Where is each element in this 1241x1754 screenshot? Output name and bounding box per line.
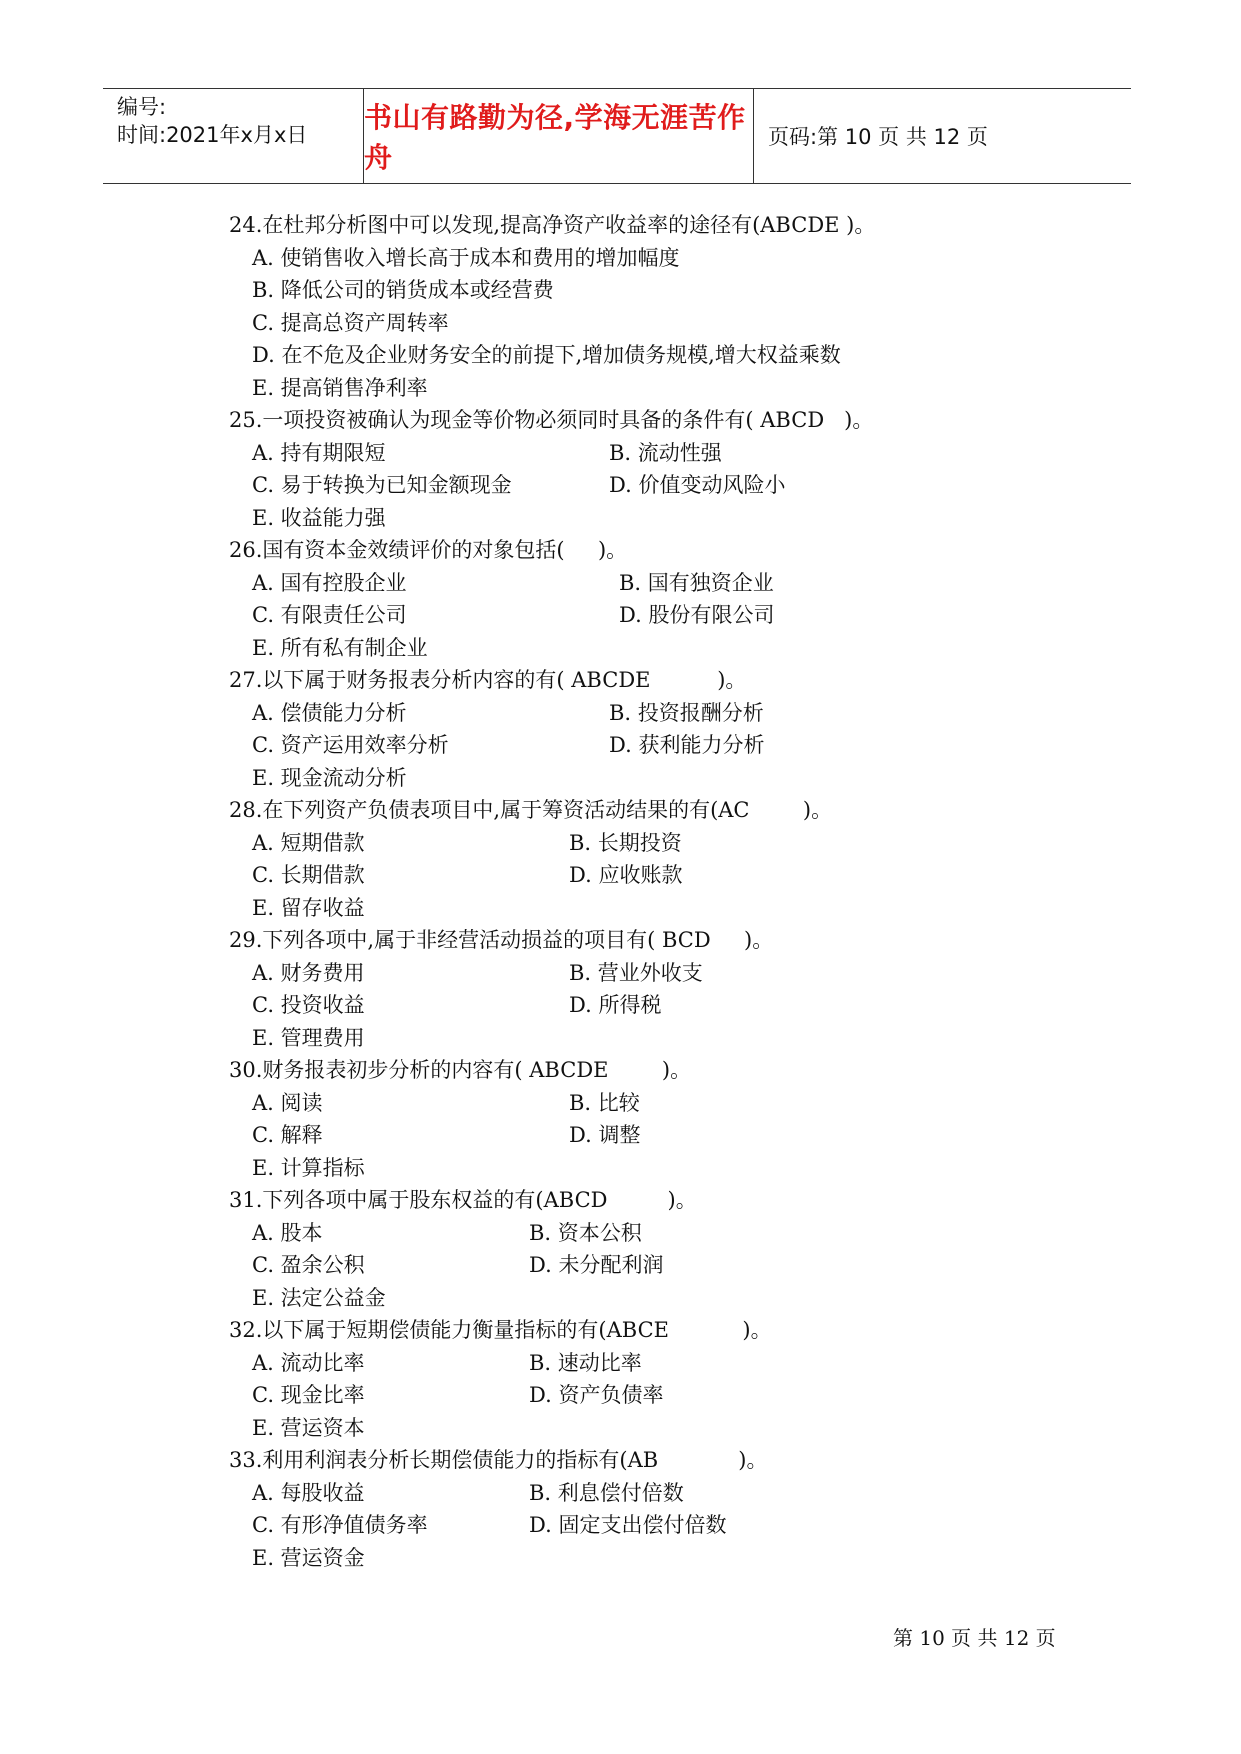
option-row: [229, 1379, 1109, 1412]
option-row: [229, 1477, 1109, 1510]
answer-option: D. 所得税: [569, 993, 662, 1017]
question-block: [229, 1054, 1109, 1184]
answer-option: A. 股本: [252, 1220, 323, 1245]
question-block: [229, 1444, 1109, 1574]
question-title: 27.以下属于财务报表分析内容的有( ABCDE )。: [229, 668, 747, 692]
option-row: [229, 1022, 1109, 1055]
answer-option: A. 短期借款: [252, 830, 365, 855]
answer-option: B. 长期投资: [569, 830, 682, 855]
question-title: 28.在下列资产负债表项目中,属于筹资活动结果的有(AC )。: [229, 798, 833, 822]
page-header: [103, 88, 1131, 184]
answer-option: E. 管理费用: [252, 1025, 365, 1050]
option-row: [229, 989, 1109, 1022]
option-row: [229, 1217, 1109, 1250]
answer-option: B. 营业外收支: [569, 960, 703, 985]
option-row: [229, 1152, 1109, 1185]
question-block: [229, 209, 1109, 404]
answer-option: D. 固定支出偿付倍数: [529, 1513, 727, 1537]
answer-option: D. 应收账款: [569, 863, 683, 887]
answer-option: D. 股份有限公司: [619, 603, 775, 627]
answer-option: E. 提高销售净利率: [252, 375, 428, 400]
answer-option: C. 解释: [252, 1123, 323, 1147]
answer-option: B. 速动比率: [529, 1350, 642, 1375]
answer-option: E. 法定公益金: [252, 1285, 386, 1310]
answer-option: C. 资产运用效率分析: [252, 733, 449, 757]
option-row: [229, 1412, 1109, 1445]
option-row: [229, 827, 1109, 860]
question-title: 31.下列各项中属于股东权益的有(ABCD )。: [229, 1188, 697, 1212]
question-title: 33.利用利润表分析长期偿债能力的指标有(AB )。: [229, 1448, 768, 1472]
option-row: [229, 697, 1109, 730]
answer-option: E. 营运资金: [252, 1545, 365, 1570]
option-row: [229, 1542, 1109, 1575]
answer-option: B. 比较: [569, 1090, 640, 1115]
answer-option: A. 偿债能力分析: [252, 700, 407, 725]
answer-option: E. 收益能力强: [252, 505, 386, 530]
option-row: [229, 502, 1109, 535]
answer-option: A. 阅读: [252, 1090, 323, 1115]
answer-option: D. 获利能力分析: [609, 733, 765, 757]
option-row: [229, 1087, 1109, 1120]
header-motto: 书山有路勤为径,学海无涯苦作舟: [364, 89, 754, 183]
answer-option: E. 留存收益: [252, 895, 365, 920]
answer-option: B. 利息偿付倍数: [529, 1480, 684, 1505]
question-block: [229, 664, 1109, 794]
answer-option: D. 资产负债率: [529, 1383, 664, 1407]
answer-option: D. 价值变动风险小: [609, 473, 786, 497]
answer-option: C. 长期借款: [252, 863, 365, 887]
question-block: [229, 794, 1109, 924]
option-row: [229, 1119, 1109, 1152]
option-row: [229, 437, 1109, 470]
question-title: 32.以下属于短期偿债能力衡量指标的有(ABCE )。: [229, 1318, 772, 1342]
option-row: [229, 567, 1109, 600]
answer-option: C. 现金比率: [252, 1383, 365, 1407]
answer-option: A. 流动比率: [252, 1350, 365, 1375]
answer-option: A. 每股收益: [252, 1480, 365, 1505]
document-number-label: 编号:: [117, 95, 167, 119]
question-title: 25.一项投资被确认为现金等价物必须同时具备的条件有( ABCD )。: [229, 408, 874, 432]
option-row: [229, 372, 1109, 405]
option-row: [229, 957, 1109, 990]
option-row: [229, 762, 1109, 795]
answer-option: A. 持有期限短: [252, 440, 386, 465]
option-row: [229, 892, 1109, 925]
answer-option: C. 提高总资产周转率: [252, 310, 449, 335]
question-title: 29.下列各项中,属于非经营活动损益的项目有( BCD )。: [229, 928, 774, 952]
option-row: [229, 339, 1109, 372]
question-block: [229, 1184, 1109, 1314]
question-block: [229, 534, 1109, 664]
header-meta: [103, 89, 364, 183]
answer-option: B. 资本公积: [529, 1220, 642, 1245]
option-row: [229, 632, 1109, 665]
question-title: 26.国有资本金效绩评价的对象包括( )。: [229, 538, 628, 562]
option-row: [229, 1347, 1109, 1380]
option-row: [229, 242, 1109, 275]
option-row: [229, 307, 1109, 340]
answer-option: B. 投资报酬分析: [609, 700, 764, 725]
question-block: [229, 404, 1109, 534]
answer-option: E. 所有私有制企业: [252, 635, 428, 660]
option-row: [229, 1282, 1109, 1315]
answer-option: D. 未分配利润: [529, 1253, 664, 1277]
answer-option: C. 投资收益: [252, 993, 365, 1017]
question-block: [229, 924, 1109, 1054]
answer-option: C. 盈余公积: [252, 1253, 365, 1277]
question-block: [229, 1314, 1109, 1444]
page-footer: 第 10 页 共 12 页: [893, 1626, 1056, 1650]
question-title: 24.在杜邦分析图中可以发现,提高净资产收益率的途径有(ABCDE )。: [229, 213, 876, 237]
option-row: [229, 469, 1109, 502]
answer-option: E. 现金流动分析: [252, 765, 407, 790]
question-title: 30.财务报表初步分析的内容有( ABCDE )。: [229, 1058, 692, 1082]
answer-option: A. 财务费用: [252, 960, 365, 985]
answer-option: C. 有限责任公司: [252, 603, 407, 627]
header-page-info: 页码:第 10 页 共 12 页: [768, 125, 988, 149]
answer-option: A. 国有控股企业: [252, 570, 407, 595]
answer-option: B. 降低公司的销货成本或经营费: [252, 278, 554, 302]
answer-option: C. 易于转换为已知金额现金: [252, 473, 512, 497]
option-row: [229, 599, 1109, 632]
answer-option: E. 计算指标: [252, 1155, 365, 1180]
question-list: [229, 209, 1109, 1574]
answer-option: D. 调整: [569, 1123, 641, 1147]
option-row: [229, 274, 1109, 307]
option-row: [229, 1249, 1109, 1282]
answer-option: B. 国有独资企业: [619, 570, 774, 595]
answer-option: A. 使销售收入增长高于成本和费用的增加幅度: [252, 245, 680, 270]
option-row: [229, 1509, 1109, 1542]
answer-option: B. 流动性强: [609, 440, 722, 465]
document-time-label: 时间:2021年x月x日: [117, 123, 308, 147]
option-row: [229, 729, 1109, 762]
answer-option: E. 营运资本: [252, 1415, 365, 1440]
option-row: [229, 859, 1109, 892]
answer-option: D. 在不危及企业财务安全的前提下,增加债务规模,增大权益乘数: [252, 343, 841, 367]
answer-option: C. 有形净值债务率: [252, 1513, 428, 1537]
